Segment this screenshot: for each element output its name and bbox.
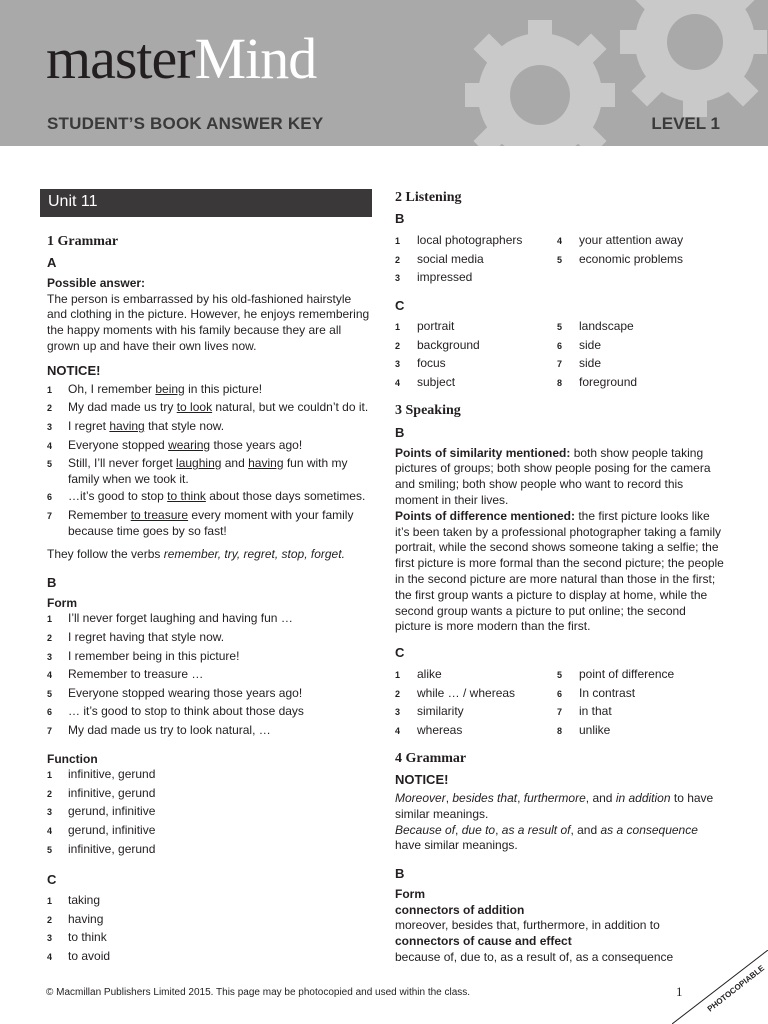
- right-column: [395, 189, 725, 974]
- list-item: 7 side: [557, 356, 602, 371]
- list-item: 2 while … / whereas: [395, 685, 516, 700]
- list-item: 1 Oh, I remember being in this picture!: [47, 381, 263, 396]
- possible-answer-label: Possible answer:: [47, 276, 146, 291]
- section-title-listening: 2 Listening: [395, 190, 462, 205]
- list-item: 5 infinitive, gerund: [47, 841, 156, 856]
- function-label: Function: [47, 751, 98, 766]
- list-item: 2 infinitive, gerund: [47, 785, 156, 800]
- exercise-letter: C: [395, 297, 405, 313]
- list-item: 1 infinitive, gerund: [47, 767, 156, 782]
- list-item: 7 Remember to treasure every moment with your family because time goes by so fast!: [47, 507, 354, 538]
- list-item: 5 economic problems: [557, 251, 684, 266]
- list-item: 3 focus: [395, 356, 446, 371]
- page-number: 1: [676, 984, 683, 999]
- header: [0, 0, 768, 146]
- list-item: 3 to think: [47, 930, 107, 945]
- list-item: 6 side: [557, 337, 602, 352]
- listening-b-grid: [395, 232, 725, 288]
- list-item: 4 subject: [395, 374, 456, 389]
- list-item: 5 Everyone stopped wearing those years ago!: [47, 685, 303, 700]
- list-item: 6 … it’s good to stop to think about those days: [47, 704, 304, 719]
- photocopiable-corner-icon: [672, 950, 768, 1024]
- list-item: 4 your attention away: [557, 233, 684, 248]
- exercise-letter: C: [395, 645, 405, 661]
- list-item: 3 similarity: [395, 704, 464, 718]
- left-column: [40, 189, 372, 973]
- list-item: 7 My dad made us try to look natural, …: [47, 722, 271, 737]
- form-label: Form: [47, 595, 77, 610]
- list-item: 4 Everyone stopped wearing those years ago!: [47, 437, 303, 452]
- section-title-grammar-4: 4 Grammar: [395, 751, 467, 766]
- notice-list: [47, 382, 372, 539]
- list-item: 1 alike: [395, 667, 442, 681]
- form-label: Form: [395, 887, 425, 902]
- notice-label: NOTICE!: [395, 772, 449, 788]
- exercise-letter: A: [47, 255, 57, 271]
- list-item: 7 in that: [557, 704, 612, 718]
- list-item: 5 landscape: [557, 319, 634, 334]
- list-item: 2 background: [395, 337, 480, 352]
- follow-verbs-text: They follow the verbs remember, try, regret, stop, forget.: [47, 547, 345, 562]
- exercise-letter: B: [395, 424, 405, 440]
- logo-part1: master: [46, 26, 195, 91]
- notice-label: NOTICE!: [47, 362, 101, 378]
- list-item: 1 taking: [47, 892, 101, 907]
- cause-label: connectors of cause and effect: [395, 934, 572, 949]
- list-item: 8 foreground: [557, 374, 638, 389]
- exercise-letter: C: [47, 872, 57, 888]
- level-label: LEVEL 1: [651, 114, 720, 133]
- photocopiable-label: PHOTOCOPIABLE: [705, 963, 767, 1014]
- listening-c-grid: [395, 318, 725, 392]
- list-item: 5 point of difference: [557, 667, 675, 681]
- list-item: 3 I regret having that style now.: [47, 418, 225, 433]
- list-item: 8 unlike: [557, 722, 611, 737]
- speaking-c-grid: [395, 666, 725, 740]
- copyright-text: © Macmillan Publishers Limited 2015. This page may be photocopied and used within the class.: [46, 987, 471, 998]
- exercise-letter: B: [47, 574, 57, 590]
- list-item: 2 I regret having that style now.: [47, 629, 225, 644]
- similarity-text: Points of similarity mentioned: both show people taking pictures of groups; both show people posing for the camera and smiling; both show people who want to record this moment in their lives.: [395, 445, 711, 507]
- list-item: 4 to avoid: [47, 948, 111, 963]
- notice-line-1: Moreover, besides that, furthermore, and in addition to have similar meanings.: [395, 791, 714, 821]
- list-item: 1 portrait: [395, 319, 455, 334]
- list-item: 4 gerund, infinitive: [47, 822, 156, 837]
- logo-part2: Mind: [194, 26, 317, 91]
- list-item: 3 I remember being in this picture!: [47, 648, 240, 663]
- exercise-letter: B: [395, 211, 405, 227]
- function-list: [47, 767, 372, 858]
- list-item: 2 My dad made us try to look natural, but we couldn’t do it.: [47, 400, 369, 415]
- possible-answer-text: The person is embarrassed by his old-fashioned hairstyle and clothing in the picture. However, he enjoys remembering the happy moments with his family because they are all grown up and have their own lives now.: [47, 291, 370, 354]
- form-list: [47, 611, 372, 739]
- list-item: 6 …it’s good to stop to think about those days sometimes.: [47, 489, 366, 504]
- section-title-grammar-1: 1 Grammar: [47, 234, 119, 249]
- addition-label: connectors of addition: [395, 902, 525, 917]
- unit-title: Unit 11: [40, 189, 372, 217]
- list-item: 6 In contrast: [557, 685, 636, 700]
- notice-line-2: Because of, due to, as a result of, and as a consequence have similar meanings.: [395, 822, 698, 853]
- list-item: 4 whereas: [395, 722, 463, 737]
- list-item: 3 gerund, infinitive: [47, 804, 156, 819]
- list-item: 2 social media: [395, 251, 484, 266]
- list-item: 1 I’ll never forget laughing and having fun …: [47, 611, 293, 626]
- page-subtitle: STUDENT’S BOOK ANSWER KEY: [47, 114, 324, 133]
- list-item: 2 having: [47, 911, 104, 926]
- list-item: 4 Remember to treasure …: [47, 667, 204, 682]
- cause-text: because of, due to, as a result of, as a consequence: [395, 949, 674, 964]
- logo: [46, 26, 317, 91]
- exercise-letter: B: [395, 866, 405, 882]
- difference-text: Points of difference mentioned: the first picture looks like it’s been taken by a professional photographer taking a family portrait, while the second shows someone taking a selfie; the first picture is more formal than the second picture; the people in the second picture are more natural than those in the first; the first group wants a picture to display at home, while the second group wants a picture to put online; the second picture is more modern than the first.: [395, 508, 724, 634]
- list-item: 3 impressed: [395, 270, 473, 285]
- section-title-speaking: 3 Speaking: [395, 403, 461, 419]
- list-item: 1 local photographers: [395, 233, 523, 248]
- list-item: 5 Still, I’ll never forget laughing and having fun with my family when we took it.: [47, 456, 348, 486]
- addition-text: moreover, besides that, furthermore, in addition to: [395, 918, 660, 933]
- c-list: [47, 893, 372, 965]
